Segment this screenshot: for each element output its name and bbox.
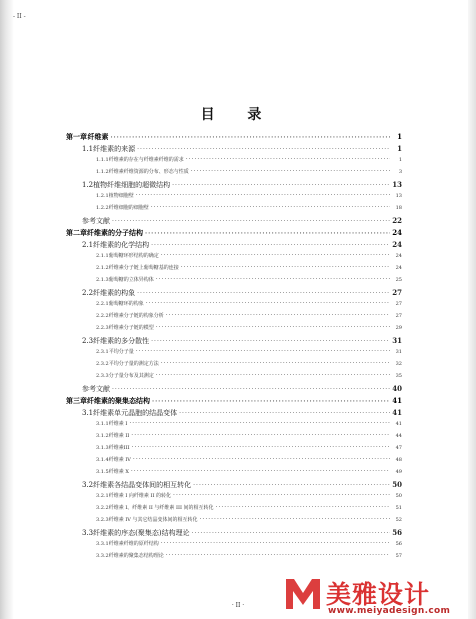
toc-title: 纤维素 I、纤维素 II 与纤维素 III 间的相互转化 [108,505,214,511]
toc-number: 3.1.5 [96,469,109,475]
toc-leader-dots [216,504,390,511]
toc-page-number: 49 [395,469,402,475]
toc-row[interactable] [0,324,476,331]
toc-row[interactable] [0,300,476,307]
toc-page-number: 47 [395,445,402,451]
toc-number: 2.2.1 [96,301,109,307]
watermark-url: www.meiyadesign.com [328,606,451,616]
toc-page-number: 25 [395,277,402,283]
toc-leader-dots [136,192,390,199]
toc-number: 2.1.3 [96,277,109,283]
toc-leader-dots [193,482,390,489]
toc-number: 2.1.2 [96,265,109,271]
toc-row[interactable] [0,492,476,499]
toc-title: 纤维素 I [108,421,128,427]
toc-number: 3.3.2 [96,553,109,559]
toc-page-number: 24 [395,253,402,259]
m-logo-icon [284,575,322,613]
toc-number: 1.2 [82,181,94,189]
toc-row[interactable] [0,516,476,523]
toc-number: 3.1.3 [96,445,109,451]
toc-leader-dots [112,218,390,225]
toc-number: 1.2.1 [96,193,109,199]
toc-number: 2.1 [82,241,94,249]
toc-leader-dots [129,420,390,427]
toc-number: 3.1.4 [96,457,109,463]
toc-leader-dots [137,146,390,153]
toc-number: 2.2.2 [96,313,109,319]
toc-page-number: 13 [392,180,402,189]
toc-page-number: 22 [392,216,402,225]
toc-page-number: 44 [395,433,402,439]
toc-number: 3.1.1 [96,421,109,427]
toc-leader-dots [110,134,390,141]
toc-leader-dots [166,312,390,319]
toc-leader-dots [156,372,390,379]
toc-title: 纤维素的序态(聚集态)结构理论 [93,529,190,537]
toc-page-number: 18 [395,205,402,211]
toc-leader-dots [152,398,390,405]
table-of-contents [0,132,476,592]
toc-row[interactable] [0,480,476,490]
toc-leader-dots [181,264,390,271]
toc-leader-dots [186,156,390,163]
toc-leader-dots [172,182,390,189]
toc-row[interactable] [0,552,476,559]
toc-leader-dots [156,324,390,331]
toc-leader-dots [173,492,390,499]
toc-page-number: 57 [395,553,402,559]
toc-number: 3.2.1 [96,493,109,499]
toc-leader-dots [161,252,390,259]
toc-page-number: 56 [392,528,402,537]
toc-title: 纤维素的构象 [93,289,136,297]
toc-row[interactable] [0,540,476,547]
toc-leader-dots [132,444,390,451]
toc-number: 2.2.3 [96,325,109,331]
toc-leader-dots [112,386,390,393]
toc-number: 1.1 [82,145,94,153]
toc-leader-dots [145,230,390,237]
toc-row[interactable] [0,372,476,379]
toc-title: 纤维素的聚集态结构 [87,396,150,405]
toc-leader-dots [151,242,390,249]
toc-page-number: 31 [395,349,402,355]
toc-row[interactable] [0,528,476,538]
toc-row[interactable] [0,228,476,238]
toc-row[interactable] [0,192,476,199]
toc-number: 2.3.2 [96,361,109,367]
toc-row[interactable] [0,204,476,211]
toc-title: 纤维细胞的细胞壁 [108,205,149,211]
toc-title: 纤维素 [87,132,109,141]
toc-number: 第一章 [66,132,87,141]
toc-leader-dots [191,168,390,175]
toc-row[interactable] [0,408,476,418]
toc-title: 纤维素纤维的原纤结构 [108,541,159,547]
toc-leader-dots [200,516,390,523]
toc-row[interactable] [0,312,476,319]
toc-number: 3.2.2 [96,505,109,511]
toc-title: 平均分子量 [108,349,134,355]
toc-number: 3.2 [82,481,94,489]
toc-number: 2.1.1 [96,253,109,259]
toc-row[interactable] [0,288,476,298]
toc-row[interactable] [0,432,476,439]
toc-row[interactable] [0,468,476,475]
toc-title: 纤维素各结晶变体间的相互转化 [93,481,192,489]
toc-number: 1.2.2 [96,205,109,211]
toc-number: 2.3.1 [96,349,109,355]
footer-page-number: · II · [231,602,245,609]
toc-number: 1.1.1 [96,157,109,163]
toc-row[interactable] [0,420,476,427]
toc-title: 植物纤维细胞的超微结构 [93,181,171,189]
toc-number: 第三章 [66,396,87,405]
toc-title: 葡萄糖环形结构的确定 [108,253,159,259]
toc-row[interactable] [0,144,476,154]
toc-page-number: 32 [395,361,402,367]
toc-page-number: 13 [395,193,402,199]
toc-leader-dots [179,410,390,417]
toc-number: 2.2 [82,289,94,297]
toc-reference-row[interactable] [0,384,476,394]
toc-row[interactable] [0,444,476,451]
toc-row[interactable] [0,336,476,346]
toc-page-number: 24 [392,240,402,249]
toc-title: 分子量分布及其测定 [108,373,154,379]
toc-number: 3.1.2 [96,433,109,439]
toc-page-number: 48 [395,457,402,463]
toc-row[interactable] [0,456,476,463]
toc-page-number: 27 [392,288,402,297]
toc-leader-dots [136,348,390,355]
toc-row[interactable] [0,156,476,163]
toc-title: 纤维素 IV 与其它结晶变体间的相互转化 [108,517,198,523]
toc-title: 纤维素III [108,445,130,451]
toc-page-number: 56 [395,541,402,547]
toc-page-number: 41 [395,421,402,427]
toc-leader-dots [192,530,390,537]
toc-leader-dots [133,456,390,463]
toc-title: 参考文献 [82,217,110,225]
toc-row[interactable] [0,252,476,259]
toc-reference-row[interactable] [0,216,476,226]
toc-leader-dots [131,468,390,475]
toc-number: 3.2.3 [96,517,109,523]
toc-page-number: 31 [392,336,402,345]
toc-title: 纤维素 IV [108,457,131,463]
toc-leader-dots [131,432,390,439]
toc-row[interactable] [0,240,476,250]
toc-row[interactable] [0,348,476,355]
toc-number: 2.3 [82,337,94,345]
toc-title: 纤维素分子链的构象分析 [108,313,164,319]
toc-title: 纤维素的多分散性 [93,337,150,345]
toc-number: 3.1 [82,409,94,417]
toc-page-number: 1 [397,144,402,153]
toc-title: 纤维素的分子结构 [87,228,143,237]
toc-title: 纤维素 X [108,469,129,475]
toc-title: 纤维素 II [108,433,130,439]
toc-title: 纤维素的存在与纤维素纤维的需求 [108,157,184,163]
toc-page-number: 24 [395,265,402,271]
toc-page-number: 27 [395,301,402,307]
toc-row[interactable] [0,168,476,175]
toc-number: 3.3 [82,529,94,537]
toc-row[interactable] [0,180,476,190]
toc-page-number: 35 [395,373,402,379]
toc-row[interactable] [0,396,476,406]
toc-title: 纤维素的化学结构 [93,241,150,249]
toc-page-number: 29 [395,325,402,331]
toc-row[interactable] [0,504,476,511]
toc-row[interactable] [0,264,476,271]
toc-title: 纤维素纤维资源的分布、形态与性质 [108,169,189,175]
toc-title: 参考文献 [82,385,110,393]
toc-title: 纤维素的来源 [93,145,136,153]
toc-leader-dots [151,338,390,345]
toc-number: 1.1.2 [96,169,109,175]
toc-page-number: 41 [392,408,402,417]
toc-number: 第二章 [66,228,87,237]
toc-row[interactable] [0,360,476,367]
toc-page-number: 27 [395,313,402,319]
toc-page-number: 50 [392,480,402,489]
toc-title: 葡萄糖环的构象 [108,301,144,307]
toc-title: 植物细胞壁 [108,193,134,199]
toc-page-number: 3 [398,169,402,175]
toc-page-number: 50 [395,493,402,499]
toc-leader-dots [161,360,390,367]
toc-title: 纤维素的聚集态结构理论 [108,553,164,559]
toc-title: 纤维素分子链的模型 [108,325,154,331]
toc-leader-dots [156,276,390,283]
toc-title: 平均分子量的测定方法 [108,361,159,367]
toc-leader-dots [151,204,390,211]
watermark-name: 美雅设计 [326,580,431,609]
toc-number: 3.3.1 [96,541,109,547]
toc-leader-dots [146,300,390,307]
toc-title: 葡萄糖的立体异构体 [108,277,154,283]
toc-leader-dots [137,290,390,297]
toc-row[interactable] [0,132,476,142]
toc-page-number: 1 [397,132,402,141]
toc-title: 纤维素分子链上葡萄糖基的连接 [108,265,179,271]
toc-number: 2.3.3 [96,373,109,379]
toc-leader-dots [166,552,390,559]
toc-title: 纤维素单元晶胞的结晶变体 [93,409,178,417]
toc-leader-dots [161,540,390,547]
toc-page-number: 52 [395,517,402,523]
toc-row[interactable] [0,276,476,283]
toc-page-number: 51 [395,505,402,511]
corner-page-mark: - II - [13,13,26,20]
toc-page-number: 40 [392,384,402,393]
toc-title: 纤维素 I 向纤维素 II 的转化 [108,493,172,499]
page-title: 目 录 [200,107,276,123]
toc-page-number: 1 [398,157,402,163]
watermark [284,575,470,617]
toc-page-number: 24 [392,228,402,237]
toc-page-number: 41 [392,396,402,405]
